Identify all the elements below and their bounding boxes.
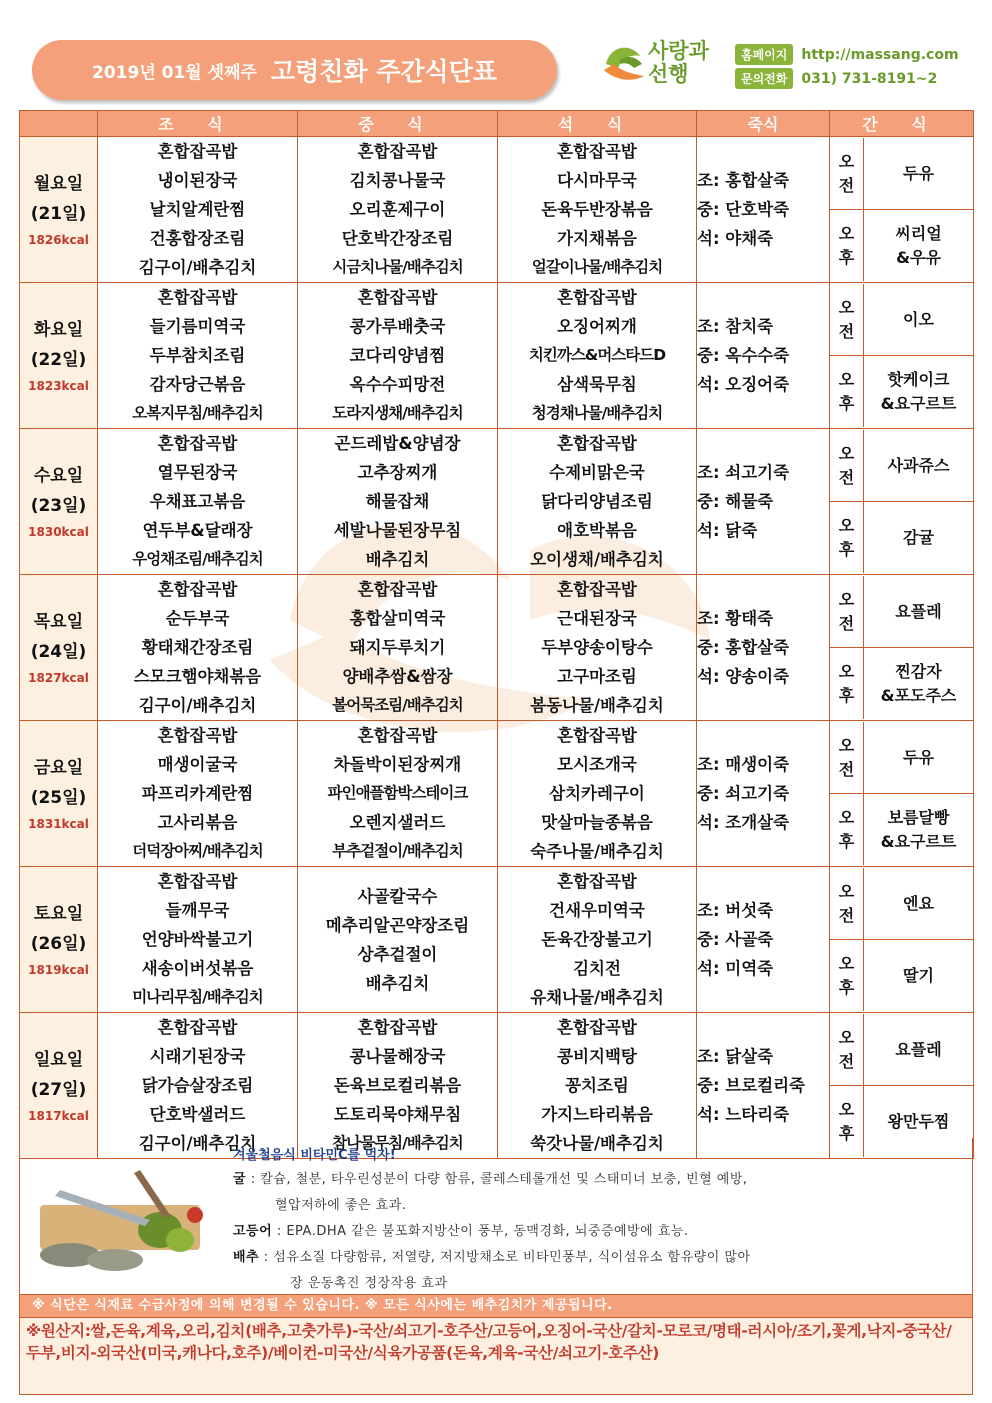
snack-cell — [830, 721, 974, 867]
dinner-item: 치킨까스&머스타드D — [528, 346, 666, 364]
lunch-item: 콩가루배춧국 — [349, 317, 446, 336]
snack-pm-label: 오 — [838, 369, 855, 389]
breakfast-item: 들기름미역국 — [149, 317, 246, 336]
snack-am-item: 두유 — [903, 747, 934, 767]
snack-cell — [830, 283, 974, 429]
day-kcal: 1827kcal — [28, 670, 89, 685]
porridge-item: 조: 매생이죽 — [697, 755, 790, 774]
lunch-item: 배추김치 — [365, 973, 430, 993]
snack-am-label: 전 — [838, 759, 855, 779]
porridge-item: 석: 오징어죽 — [697, 375, 790, 394]
snack-pm-label: 후 — [838, 393, 855, 413]
dinner-item: 혼합잡곡밥 — [557, 142, 637, 161]
dinner-item: 가지느타리볶음 — [541, 1105, 653, 1124]
lunch-item: 돼지두루치기 — [349, 638, 446, 657]
day-name: 수요일 — [33, 465, 84, 486]
snack-cell — [830, 575, 974, 721]
note-line-mackerel — [233, 1220, 689, 1239]
breakfast-item: 혼합잡곡밥 — [157, 1018, 238, 1037]
day-date: (26일) — [30, 933, 87, 954]
dinner-item: 근대된장국 — [557, 609, 637, 628]
snack-pm-label: 오 — [838, 223, 855, 243]
dinner-item: 혼합잡곡밥 — [557, 872, 637, 891]
breakfast-item: 냉이된장국 — [157, 171, 238, 190]
snack-table — [830, 868, 973, 1011]
dinner-item: 건새우미역국 — [549, 901, 645, 920]
lunch-cell — [298, 283, 498, 429]
dinner-item: 혼합잡곡밥 — [557, 434, 637, 453]
lunch-item: 곤드레밥&양념장 — [334, 434, 461, 453]
day-row — [20, 575, 974, 721]
snack-pm-label: 오 — [838, 1099, 855, 1119]
snack-pm-item: &우유 — [896, 247, 941, 267]
day-name: 목요일 — [33, 611, 84, 632]
dinner-item: 혼합잡곡밥 — [557, 726, 637, 745]
snack-pm-row — [830, 794, 973, 866]
day-kcal: 1831kcal — [28, 816, 89, 831]
lunch-cell — [298, 575, 498, 721]
note-line-cabbage — [233, 1246, 751, 1265]
lunch-item: 오렌지샐러드 — [349, 813, 446, 832]
snack-am-label: 오 — [838, 881, 855, 901]
porridge-item: 조: 쇠고기죽 — [697, 463, 790, 482]
snack-pm-item: 왕만두찜 — [887, 1111, 950, 1131]
day-cell — [20, 575, 98, 721]
breakfast-item: 혼합잡곡밥 — [157, 142, 238, 161]
breakfast-item: 건홍합장조림 — [149, 229, 246, 248]
snack-pm-item: &포도주스 — [880, 685, 957, 705]
day-kcal: 1823kcal — [28, 378, 89, 393]
breakfast-item: 김구이/배추김치 — [138, 1134, 257, 1153]
dinner-item: 삼치카레구이 — [549, 784, 645, 803]
breakfast-item: 스모크햄야채볶음 — [133, 667, 262, 686]
dinner-item: 혼합잡곡밥 — [557, 288, 637, 307]
breakfast-item: 시래기된장국 — [149, 1047, 246, 1066]
snack-pm-label: 오 — [838, 661, 855, 681]
porridge-item: 석: 조개살죽 — [697, 813, 790, 832]
header-dinner: 석 식 — [498, 111, 697, 137]
snack-am-label: 오 — [838, 443, 855, 463]
lunch-item: 혼합잡곡밥 — [357, 726, 438, 745]
lunch-item: 김치콩나물국 — [349, 171, 446, 190]
lunch-item: 콩나물해장국 — [349, 1047, 446, 1066]
snack-am-item: 이오 — [903, 309, 934, 329]
breakfast-cell — [98, 137, 298, 283]
snack-pm-label: 후 — [838, 1123, 855, 1143]
lunch-item: 해물잡채 — [365, 492, 430, 511]
food-photo — [30, 1160, 220, 1280]
page-title — [32, 40, 557, 100]
day-date: (25일) — [30, 787, 87, 808]
note-text-cabbage: : 섬유소질 다량함류, 저열량, 저지방채소로 비타민풍부, 식이섬유소 함유량이 많아 — [259, 1250, 751, 1265]
snack-am-label: 전 — [838, 175, 855, 195]
porridge-cell — [697, 867, 830, 1013]
note-text-mackerel: : EPA.DHA 같은 불포화지방산이 풍부, 동맥경화, 뇌중증예방에 효능. — [272, 1224, 689, 1239]
dinner-item: 닭다리양념조림 — [541, 492, 653, 511]
dinner-item: 맛살마늘종볶음 — [541, 813, 653, 832]
porridge-item: 중: 단호박죽 — [697, 200, 790, 219]
snack-am-row — [830, 576, 973, 648]
phone-number: 031) 731-8191~2 — [801, 70, 938, 87]
snack-am-row — [830, 138, 973, 210]
lunch-item: 옥수수피망전 — [349, 375, 446, 394]
porridge-cell — [697, 137, 830, 283]
lunch-item: 코다리양념찜 — [349, 346, 446, 365]
snack-am-item: 엔요 — [903, 893, 934, 913]
header-breakfast: 조 식 — [98, 111, 298, 137]
day-row — [20, 1013, 974, 1159]
note-key-oyster: 굴 — [233, 1172, 247, 1187]
phone-row — [735, 68, 937, 89]
nutrition-note — [19, 1138, 973, 1295]
breakfast-cell — [98, 429, 298, 575]
dinner-cell — [498, 137, 697, 283]
note-line-oyster — [233, 1168, 748, 1187]
snack-am-label: 전 — [838, 1051, 855, 1071]
snack-am-row — [830, 722, 973, 794]
porridge-item: 석: 양송이죽 — [697, 667, 790, 686]
breakfast-item: 언양바싹불고기 — [141, 930, 254, 949]
snack-am-row — [830, 868, 973, 940]
snack-pm-item: 씨리얼 — [895, 223, 942, 243]
porridge-item: 조: 황태죽 — [697, 609, 774, 628]
lunch-item: 혼합잡곡밥 — [357, 580, 438, 599]
dinner-item: 애호박볶음 — [557, 521, 637, 540]
dinner-item: 모시조개국 — [557, 755, 637, 774]
day-name: 일요일 — [33, 1049, 84, 1070]
snack-pm-item: 찐감자 — [895, 661, 942, 681]
lunch-item: 세발나물된장무침 — [333, 521, 462, 540]
dinner-item: 김치전 — [573, 959, 621, 978]
day-kcal: 1817kcal — [28, 1108, 89, 1123]
lunch-item: 파인애플함박스테이크 — [327, 784, 468, 802]
day-cell — [20, 1013, 98, 1159]
lunch-item: 상추겉절이 — [357, 944, 438, 964]
day-name: 토요일 — [33, 903, 84, 924]
snack-am-label: 오 — [838, 589, 855, 609]
day-cell — [20, 429, 98, 575]
homepage-row — [735, 44, 959, 65]
lunch-item: 사골칼국수 — [357, 886, 438, 906]
porridge-item: 조: 참치죽 — [697, 317, 774, 336]
dinner-item: 청경채나물/배추김치 — [531, 404, 663, 422]
porridge-item: 조: 홍합살죽 — [697, 171, 790, 190]
porridge-item: 조: 버섯죽 — [697, 901, 774, 920]
lunch-item: 도토리묵야채무침 — [333, 1105, 462, 1124]
breakfast-item: 새송이버섯볶음 — [141, 959, 254, 978]
breakfast-item: 파프리카계란찜 — [141, 784, 254, 803]
snack-table — [830, 722, 973, 865]
note-line-cabbage-2: 장 운동촉진 정장작용 효과 — [290, 1276, 448, 1291]
day-date: (24일) — [30, 641, 87, 662]
snack-pm-label: 후 — [838, 831, 855, 851]
snack-am-row — [830, 1014, 973, 1086]
snack-am-label: 오 — [838, 735, 855, 755]
note-title: 겨울철음식 비타민C를 먹자! — [233, 1148, 396, 1163]
breakfast-item: 날치알계란찜 — [149, 200, 246, 219]
title-main: 고령친화 주간식단표 — [270, 57, 497, 86]
porridge-item: 중: 홍합살죽 — [697, 638, 790, 657]
porridge-cell — [697, 283, 830, 429]
day-row — [20, 283, 974, 429]
snack-am-item: 요플레 — [895, 601, 942, 621]
lunch-item: 혼합잡곡밥 — [357, 1018, 438, 1037]
day-row — [20, 867, 974, 1013]
snack-cell — [830, 867, 974, 1013]
snack-am-item: 두유 — [903, 163, 934, 183]
note-text-oyster: : 칼슘, 철분, 타우린성분이 다량 함류, 콜레스테롤개선 및 스태미너 보충, 빈혈 예방, — [246, 1172, 748, 1187]
breakfast-item: 김구이/배추김치 — [138, 258, 257, 277]
snack-pm-row — [830, 648, 973, 720]
day-cell — [20, 867, 98, 1013]
lunch-item: 혼합잡곡밥 — [357, 288, 438, 307]
logo-text — [648, 40, 709, 86]
breakfast-item: 오복지무침/배추김치 — [132, 404, 263, 422]
breakfast-item: 혼합잡곡밥 — [157, 872, 238, 891]
snack-pm-item: &요구르트 — [880, 831, 957, 851]
snack-pm-row — [830, 940, 973, 1012]
note-key-mackerel: 고등어 — [233, 1224, 273, 1239]
lunch-item: 고추장찌개 — [357, 463, 438, 482]
dinner-cell — [498, 429, 697, 575]
porridge-item: 중: 해물죽 — [697, 492, 774, 511]
snack-am-row — [830, 430, 973, 502]
lunch-item: 배추김치 — [365, 550, 430, 569]
dinner-item: 봄동나물/배추김치 — [530, 696, 664, 715]
snack-table — [830, 138, 973, 281]
breakfast-item: 김구이/배추김치 — [138, 696, 257, 715]
dinner-item: 두부양송이탕수 — [541, 638, 653, 657]
snack-am-label: 전 — [838, 467, 855, 487]
dinner-item: 숙주나물/배추김치 — [530, 842, 664, 861]
breakfast-cell — [98, 867, 298, 1013]
snack-am-label: 오 — [838, 1027, 855, 1047]
lunch-item: 도라지생채/배추김치 — [332, 404, 463, 422]
day-kcal: 1819kcal — [28, 962, 89, 977]
lunch-cell — [298, 721, 498, 867]
lunch-cell — [298, 867, 498, 1013]
dinner-item: 다시마무국 — [557, 171, 637, 190]
dinner-item: 혼합잡곡밥 — [557, 580, 637, 599]
lunch-item: 오리훈제구이 — [349, 200, 446, 219]
header-day — [20, 111, 98, 137]
breakfast-item: 우채표고볶음 — [149, 492, 246, 511]
day-row — [20, 429, 974, 575]
header-lunch: 중 식 — [298, 111, 498, 137]
lunch-item: 시금치나물/배추김치 — [332, 258, 463, 276]
dinner-item: 고구마조림 — [557, 667, 637, 686]
breakfast-item: 순두부국 — [165, 609, 230, 628]
snack-am-item: 사과쥬스 — [887, 455, 950, 475]
homepage-link[interactable]: http://massang.com — [801, 46, 959, 63]
snack-am-label: 전 — [838, 321, 855, 341]
breakfast-item: 혼합잡곡밥 — [157, 434, 238, 453]
porridge-item: 중: 브로컬리죽 — [697, 1076, 805, 1095]
snack-pm-label: 오 — [838, 807, 855, 827]
dinner-cell — [498, 1013, 697, 1159]
day-cell — [20, 283, 98, 429]
dinner-item: 유채나물/배추김치 — [530, 988, 664, 1007]
lunch-item: 볼어묵조림/배추김치 — [332, 696, 463, 714]
day-date: (21일) — [30, 203, 87, 224]
weekly-menu-table — [19, 110, 974, 1159]
day-row — [20, 721, 974, 867]
logo-text-line1: 사랑과 — [648, 39, 709, 63]
snack-table — [830, 1014, 973, 1157]
snack-pm-label: 후 — [838, 539, 855, 559]
breakfast-item: 단호박샐러드 — [149, 1105, 246, 1124]
day-kcal: 1830kcal — [28, 524, 89, 539]
header-snack: 간 식 — [830, 111, 974, 137]
breakfast-item: 고사리볶음 — [157, 813, 238, 832]
porridge-item: 조: 닭살죽 — [697, 1047, 774, 1066]
breakfast-item: 혼합잡곡밥 — [157, 726, 238, 745]
snack-cell — [830, 137, 974, 283]
dinner-item: 가지채볶음 — [557, 229, 637, 248]
lunch-item: 차돌박이된장찌개 — [333, 755, 462, 774]
breakfast-item: 열무된장국 — [157, 463, 238, 482]
lunch-item: 혼합잡곡밥 — [357, 142, 438, 161]
lunch-cell — [298, 1013, 498, 1159]
snack-pm-label: 후 — [838, 977, 855, 997]
snack-am-label: 전 — [838, 905, 855, 925]
snack-pm-item: 핫케이크 — [887, 369, 950, 389]
snack-am-label: 오 — [838, 297, 855, 317]
lunch-cell — [298, 429, 498, 575]
lunch-cell — [298, 137, 498, 283]
snack-am-label: 전 — [838, 613, 855, 633]
lunch-item: 홍합살미역국 — [349, 609, 446, 628]
breakfast-item: 연두부&달래장 — [142, 521, 253, 540]
breakfast-item: 황태채간장조림 — [141, 638, 254, 657]
menu-header-row — [20, 111, 974, 137]
snack-table — [830, 284, 973, 427]
homepage-label: 홈페이지 — [735, 44, 793, 65]
dinner-cell — [498, 721, 697, 867]
porridge-item: 중: 옥수수죽 — [697, 346, 790, 365]
snack-pm-label: 후 — [838, 247, 855, 267]
snack-am-item: 요플레 — [895, 1039, 942, 1059]
snack-table — [830, 430, 973, 573]
lunch-item: 양배추쌈&쌈장 — [342, 667, 453, 686]
porridge-cell — [697, 575, 830, 721]
snack-pm-row — [830, 502, 973, 574]
change-notice: ※ 식단은 식재료 수급사정에 의해 변경될 수 있습니다. ※ 모든 식사에는 배추김치가 제공됩니다. — [19, 1294, 973, 1318]
breakfast-item: 우엉채조림/배추김치 — [132, 550, 263, 568]
snack-pm-label: 오 — [838, 515, 855, 535]
snack-cell — [830, 429, 974, 575]
dinner-item: 쑥갓나물/배추김치 — [530, 1134, 664, 1153]
breakfast-item: 매생이굴국 — [157, 755, 238, 774]
snack-pm-item: 감귤 — [903, 527, 934, 547]
breakfast-item: 혼합잡곡밥 — [157, 580, 238, 599]
dinner-item: 콩비지백탕 — [557, 1047, 637, 1066]
note-line-oyster-2: 혈압저하에 좋은 효과. — [275, 1198, 407, 1213]
dinner-cell — [498, 575, 697, 721]
dinner-item: 혼합잡곡밥 — [557, 1018, 637, 1037]
breakfast-cell — [98, 721, 298, 867]
breakfast-item: 감자당근볶음 — [149, 375, 246, 394]
snack-pm-item: &요구르트 — [880, 393, 957, 413]
day-date: (23일) — [30, 495, 87, 516]
title-week: 2019년 01월 셋째주 — [92, 62, 257, 83]
porridge-item: 석: 미역죽 — [697, 959, 774, 978]
porridge-cell — [697, 721, 830, 867]
snack-pm-label: 오 — [838, 953, 855, 973]
porridge-item: 석: 야채죽 — [697, 229, 774, 248]
dinner-item: 꽁치조림 — [565, 1076, 629, 1095]
day-cell — [20, 721, 98, 867]
dinner-item: 수제비맑은국 — [549, 463, 645, 482]
porridge-item: 석: 느타리죽 — [697, 1105, 790, 1124]
snack-table — [830, 576, 973, 719]
snack-pm-item: 보름달빵 — [887, 807, 950, 827]
logo-text-line2: 선행 — [648, 62, 689, 86]
breakfast-item: 미나리무침/배추김치 — [132, 988, 263, 1006]
dinner-item: 돈육간장불고기 — [541, 930, 653, 949]
breakfast-item: 더덕장아찌/배추김치 — [132, 842, 263, 860]
porridge-item: 중: 사골죽 — [697, 930, 774, 949]
snack-pm-row — [830, 356, 973, 428]
day-kcal: 1826kcal — [28, 232, 89, 247]
note-key-cabbage: 배추 — [233, 1250, 260, 1265]
porridge-item: 중: 쇠고기죽 — [697, 784, 790, 803]
lunch-item: 메추리알곤약장조림 — [325, 915, 470, 935]
breakfast-item: 들깨무국 — [165, 901, 230, 920]
day-date: (22일) — [30, 349, 87, 370]
dinner-item: 오이생채/배추김치 — [530, 550, 664, 569]
breakfast-item: 혼합잡곡밥 — [157, 288, 238, 307]
day-cell — [20, 137, 98, 283]
lunch-item: 참나물무침/배추김치 — [332, 1134, 463, 1152]
snack-am-row — [830, 284, 973, 356]
snack-cell — [830, 1013, 974, 1159]
dinner-item: 삼색묵무침 — [557, 375, 637, 394]
lunch-item: 부추겉절이/배추김치 — [332, 842, 463, 860]
phone-label: 문의전화 — [735, 68, 793, 89]
day-name: 화요일 — [33, 319, 84, 340]
dinner-item: 돈육두반장볶음 — [541, 200, 653, 219]
day-name: 금요일 — [33, 757, 84, 778]
snack-pm-item: 딸기 — [903, 965, 934, 985]
header-porridge: 죽식 — [697, 111, 830, 137]
snack-am-label: 오 — [838, 151, 855, 171]
breakfast-cell — [98, 283, 298, 429]
breakfast-item: 두부참치조림 — [149, 346, 246, 365]
snack-pm-label: 후 — [838, 685, 855, 705]
porridge-cell — [697, 1013, 830, 1159]
dinner-cell — [498, 867, 697, 1013]
lunch-item: 단호박간장조림 — [341, 229, 454, 248]
breakfast-cell — [98, 1013, 298, 1159]
day-row — [20, 137, 974, 283]
dinner-cell — [498, 283, 697, 429]
porridge-cell — [697, 429, 830, 575]
day-date: (27일) — [30, 1079, 87, 1100]
lunch-item: 돈육브로컬리볶음 — [333, 1076, 462, 1095]
day-name: 월요일 — [33, 173, 84, 194]
porridge-item: 석: 닭죽 — [697, 521, 758, 540]
snack-pm-row — [830, 210, 973, 282]
origin-notice: ※원산지:쌀,돈육,계육,오리,김치(배추,고춧가루)-국산/쇠고기-호주산/고등어,오징어-국산/갈치-모로코/명태-러시아/조기,꽃게,낙지-중국산/두부,비지-외국산(미국,캐나다,호주)/베이컨-미국산/식육가공품(돈육,계육-국산/쇠고기-호주산) — [19, 1317, 973, 1395]
breakfast-item: 닭가슴살장조림 — [141, 1076, 254, 1095]
dinner-item: 오징어찌개 — [557, 317, 637, 336]
breakfast-cell — [98, 575, 298, 721]
dinner-item: 얼갈이나물/배추김치 — [531, 258, 663, 276]
